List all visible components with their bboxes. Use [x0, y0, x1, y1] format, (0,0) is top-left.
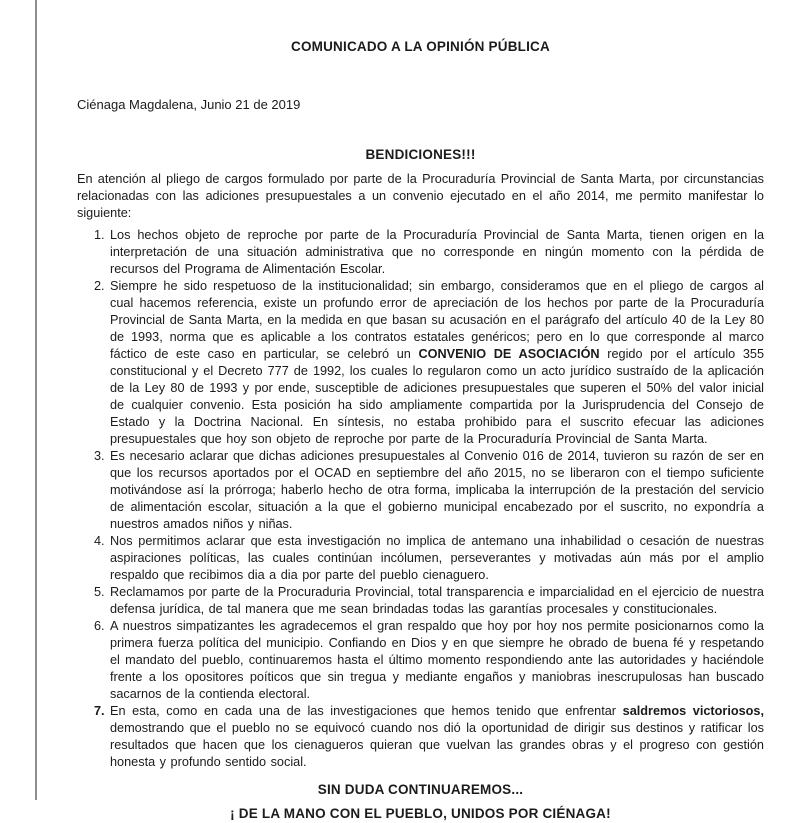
- dateline: Ciénaga Magdalena, Junio 21 de 2019: [77, 97, 301, 112]
- list-item-number: 3.: [94, 449, 105, 463]
- list-item-text: Es necesario aclarar que dichas adiciones presupuestales al Convenio 016 de 2014, tuvieron su razón de ser en que los recursos aportados por el OCAD en septiembre del año 2015, no se liberaron con el tiempo suficiente motivándose así la prórroga; haberlo hecho de otra forma, implicaba la interrupción de la prestación del servicio de alimentación escolar, situación a la que el gobierno municipal encabezado por el suscrito, no expondría a nuestros amados niños y niñas.: [110, 449, 764, 531]
- document-content: [77, 0, 764, 823]
- greeting-heading: BENDICIONES!!!: [365, 147, 476, 162]
- list-item: [77, 278, 764, 448]
- list-item: [77, 533, 764, 584]
- list-item: [77, 584, 764, 618]
- list-item-text: En esta, como en cada una de las investigaciones que hemos tenido que enfrentar saldremos victoriosos, demostrando que el pueblo no se equivocó cuando nos dió la oportunidad de dirigir sus destinos y ratificar los resultados que hacen que los cienagueros quieran que vuelvan las grandes obras y el progreso con gestión honesta y profundo sentido social.: [110, 704, 764, 769]
- closing-line-2: ¡ DE LA MANO CON EL PUEBLO, UNIDOS POR CIÉNAGA!: [230, 806, 611, 821]
- list-item-text: Nos permitimos aclarar que esta investigación no implica de antemano una inhabilidad o cesación de nuestras aspiraciones políticas, las cuales continúan incólumen, perseverantes y motivadas aún más por el amplio respaldo que recibimos dia a dia por parte del pueblo cienaguero.: [110, 534, 764, 582]
- list-item-number: 4.: [94, 534, 105, 548]
- list-item-number: 1.: [94, 228, 105, 242]
- page-edge-line: [35, 0, 37, 800]
- intro-paragraph: En atención al pliego de cargos formulado por parte de la Procuraduría Provincial de Santa Marta, por circunstancias relacionadas con las adiciones presupuestales a un convenio ejecutado en el año 2014, me permito manifestar lo siguiente:: [77, 172, 764, 220]
- list-item-number: 7.: [94, 704, 105, 718]
- list-item: [77, 703, 764, 771]
- list-item-text: Los hechos objeto de reproche por parte de la Procuraduría Provincial de Santa Marta, tienen origen en la interpretación de una situación administrativa que no corresponde en ningún momento con la pérdida de recursos del Programa de Alimentación Escolar.: [110, 228, 764, 276]
- list-item-text: Reclamamos por parte de la Procuraduria Provincial, total transparencia e imparcialidad en el ejercicio de nuestra defensa jurídica, de tal manera que me sean brindadas todas las garantías procesales y constitucionales.: [110, 585, 764, 616]
- list-item: [77, 227, 764, 278]
- list-item-text: Siempre he sido respetuoso de la institucionalidad; sin embargo, consideramos que en el pliego de cargos al cual hacemos referencia, existe un profundo error de apreciación de los hechos por parte de la Procuraduría Provincial de Santa Marta, en la medida en que basan su acusación en el parágrafo del artículo 40 de la Ley 80 de 1993, norma que es aplicable a los contratos estatales genéricos; pero en lo que corresponde al marco fáctico de este caso en particular, se celebró un CONVENIO DE ASOCIACIÓN regido por el artículo 355 constitucional y el Decreto 777 de 1992, los cuales lo regularon como un acto jurídico sustraído de la aplicación de la Ley 80 de 1993 y por ende, susceptible de adiciones presupuestales que superen el 50% del valor inicial de cualquier convenio. Esta posición ha sido ampliamente compartida por la Jurisprudencia del Consejo de Estado y la Doctrina Nacional. En síntesis, no estaba prohibido para el suscrito efecuar las adiciones presupuestales que hoy son objeto de reproche por parte de la Procuraduría Provincial de Santa Marta.: [110, 279, 764, 446]
- list-item-number: 5.: [94, 585, 105, 599]
- closing-line-1: SIN DUDA CONTINUAREMOS...: [317, 782, 524, 797]
- list-item: [77, 618, 764, 703]
- list-item-number: 6.: [94, 619, 105, 633]
- numbered-list: [77, 227, 764, 771]
- list-item-text: A nuestros simpatizantes les agradecemos el gran respaldo que hoy por hoy nos permite posicionarnos como la primera fuerza política del municipio. Confiando en Dios y en que siempre he obrado de buena fé y respetando el mandato del pueblo, continuaremos hasta el último momento respondiendo ante las autoridades y haciéndole frente a los opositores poíticos que sin tregua y mediante engaños y maniobras inescrupulosas han buscado sacarnos de la contienda electoral.: [110, 619, 764, 701]
- list-item: [77, 448, 764, 533]
- document-title: COMUNICADO A LA OPINIÓN PÚBLICA: [291, 39, 550, 54]
- list-item-number: 2.: [94, 279, 105, 293]
